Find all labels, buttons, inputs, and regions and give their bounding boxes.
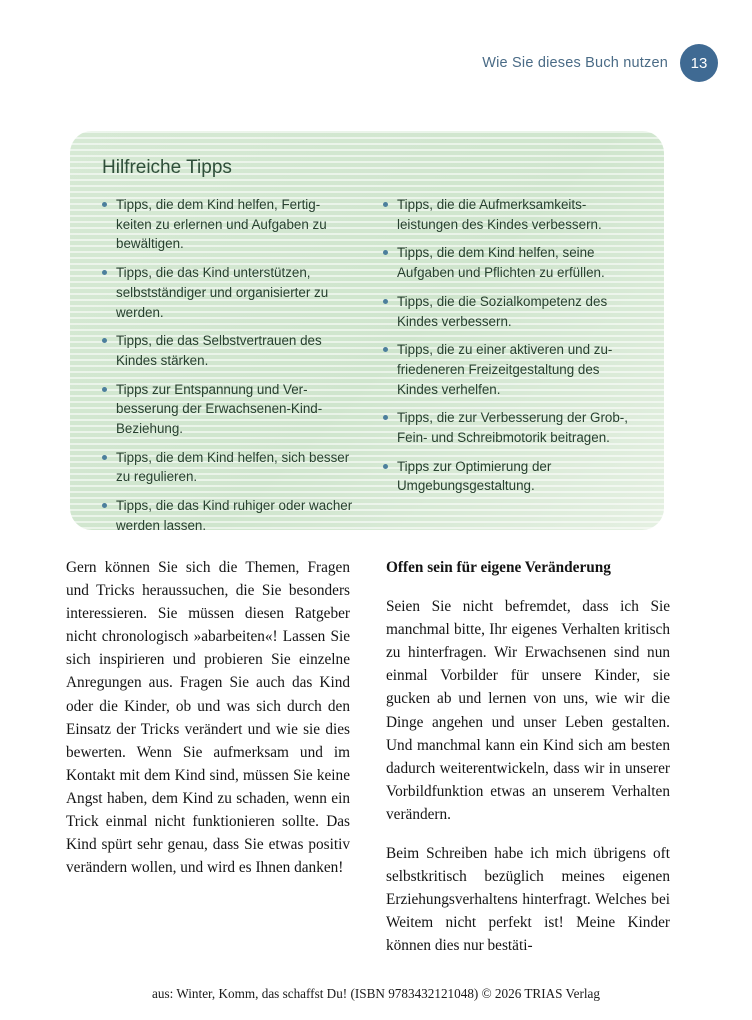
- list-item: Tipps, die dem Kind helfen, sich besser zu regulieren.: [100, 448, 353, 487]
- list-item: Tipps, die die Aufmerksamkeits-leistungen des Kindes verbessern.: [381, 195, 634, 234]
- list-item: Tipps zur Entspannung und Ver-besserung der Erwachsenen-Kind-Beziehung.: [100, 380, 353, 439]
- tip-list-left: [100, 195, 353, 536]
- body-column-left: [66, 556, 350, 974]
- list-item: Tipps, die zur Verbesserung der Grob-, Fein- und Schreibmotorik beitragen.: [381, 408, 634, 447]
- body-column-right: [386, 556, 670, 974]
- running-title: Wie Sie dieses Buch nutzen: [482, 55, 668, 71]
- page-header: [482, 44, 718, 82]
- tip-columns: [100, 195, 634, 545]
- page-footer-source: aus: Winter, Komm, das schaffst Du! (ISBN 9783432121048) © 2026 TRIAS Verlag: [152, 986, 600, 1001]
- body-paragraph: Seien Sie nicht befremdet, dass ich Sie manchmal bitte, Ihr eigenes Verhalten kritisch zu hinterfragen. Wir Erwachsenen sind nun einmal Vorbilder für unsere Kinder, sie gucken ab und lernen von uns, wie wir die Dinge angehen und unser Leben gestalten. Und manchmal kann ein Kind sich am besten dadurch weiterentwickeln, dass wir in unserer Vorbildfunktion etwas an unserem Verhalten verändern.: [386, 598, 670, 823]
- tip-column-right: [381, 195, 634, 545]
- tip-box-title: Hilfreiche Tipps: [102, 157, 232, 178]
- list-item: Tipps, die das Kind unterstützen, selbstständiger und organisierter zu werden.: [100, 263, 353, 322]
- tip-column-left: [100, 195, 353, 545]
- body-paragraph: Gern können Sie sich die Themen, Fragen und Tricks heraussuchen, die Sie besonders interessieren. Sie müssen diesen Ratgeber nicht chronologisch »abarbeiten«! Lassen Sie sich inspirieren und probieren Sie einzelne Anregungen aus. Fragen Sie auch das Kind oder die Kinder, ob und was sich durch den Einsatz der Tricks verändert und wie sie dies bewerten. Wenn Sie aufmerksam und im Kontakt mit dem Kind sind, müssen Sie keine Angst haben, dem Kind zu schaden, wenn ein Trick einmal nicht funktionieren sollte. Das Kind spürt sehr genau, dass Sie etwas positiv verändern wollen, und wird es Ihnen danken!: [66, 559, 350, 877]
- body-columns: [66, 556, 670, 974]
- list-item: Tipps, die das Kind ruhiger oder wacher werden lassen.: [100, 496, 353, 535]
- tip-list-right: [381, 195, 634, 496]
- list-item: Tipps, die das Selbstvertrauen des Kindes stärken.: [100, 331, 353, 370]
- page-number-badge: 13: [680, 44, 718, 82]
- list-item: Tipps zur Optimierung der Umgebungsgestaltung.: [381, 457, 634, 496]
- list-item: Tipps, die dem Kind helfen, Fertig-keiten zu erlernen und Aufgaben zu bewältigen.: [100, 195, 353, 254]
- hilfreiche-tipps-box: [70, 131, 664, 533]
- section-subheading: Offen sein für eigene Veränderung: [386, 559, 611, 576]
- body-paragraph: Beim Schreiben habe ich mich übrigens oft selbstkritisch bezüglich meines eigenen Erziehungsverhaltens hinterfragt. Welches bei Weitem nicht perfekt ist! Meine Kinder können dies nur bestäti-: [386, 845, 670, 955]
- list-item: Tipps, die die Sozialkompetenz des Kindes verbessern.: [381, 292, 634, 331]
- list-item: Tipps, die zu einer aktiveren und zu-friedeneren Freizeitgestaltung des Kindes verhelfen.: [381, 340, 634, 399]
- list-item: Tipps, die dem Kind helfen, seine Aufgaben und Pflichten zu erfüllen.: [381, 243, 634, 282]
